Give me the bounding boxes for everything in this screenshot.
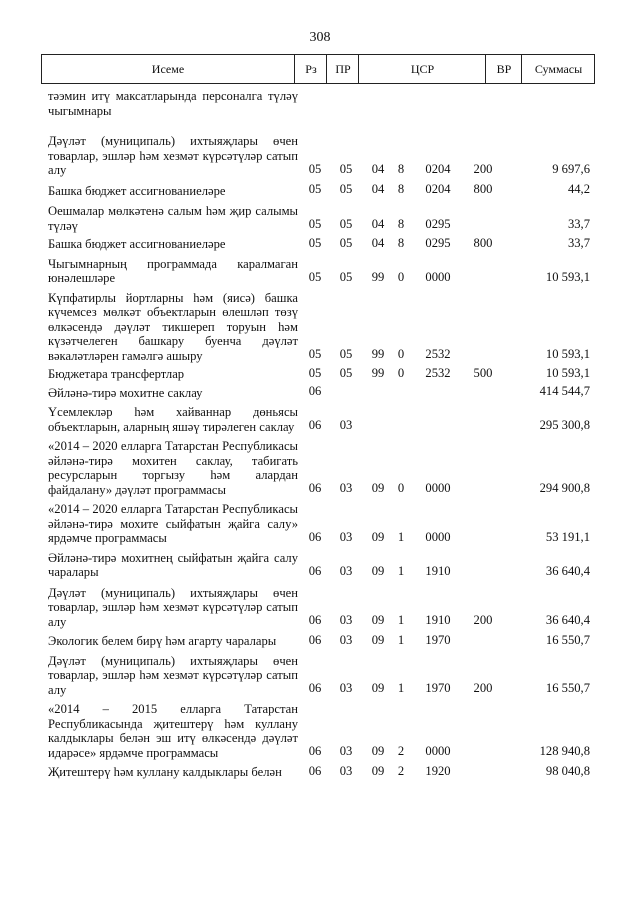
pr-cell: 03 bbox=[339, 613, 353, 627]
sum-cell: 16 550,7 bbox=[545, 681, 590, 695]
csr-section-cell: 04 bbox=[371, 182, 385, 196]
csr-code-cell: 1970 bbox=[425, 681, 451, 695]
row-name: Экологик белем бирү һәм агарту чаралары bbox=[48, 634, 277, 648]
sum-cell: 53 191,1 bbox=[545, 529, 590, 544]
row-name: Үсемлекләр һәм хайваннар дөньясы объектларын, аларның яшәү тирәлеген саклау bbox=[48, 405, 298, 434]
csr-sub-cell: 1 bbox=[397, 613, 405, 627]
csr-code-cell: 1920 bbox=[425, 763, 451, 778]
row-name: Әйләнә-тирә мохитне саклау bbox=[48, 385, 203, 400]
csr-code-cell: 0000 bbox=[425, 529, 451, 544]
table-row bbox=[48, 204, 598, 233]
sum-cell: 9 697,6 bbox=[552, 161, 590, 176]
pr-cell: 03 bbox=[339, 418, 353, 432]
rz-cell: 06 bbox=[308, 481, 322, 495]
header-vr: ВР bbox=[485, 55, 522, 83]
csr-code-cell: 2532 bbox=[425, 365, 451, 380]
csr-code-cell: 0000 bbox=[425, 481, 451, 495]
row-name: Оешмалар мөлкәтенә салым һәм җир салымы түләү bbox=[48, 204, 298, 233]
row-name: Башка бюджет ассигнованиеләре bbox=[48, 183, 226, 198]
row-name: Күпфатирлы йортларны һәм (яисә) башка күчемсез мөлкәт объектларын өлешләп төзү өлкәсендә дәүләт тикшереп торуын һәм күзәтчелеген башкару буенча дәүләт вәкаләтләрен гамәлгә ашыру bbox=[48, 290, 298, 363]
csr-code-cell: 0000 bbox=[425, 269, 451, 284]
row-name: Чыгымнарның программада каралмаган юнәлешләре bbox=[48, 256, 298, 285]
table-body bbox=[48, 84, 598, 780]
sum-cell: 10 593,1 bbox=[545, 347, 590, 361]
table-row bbox=[48, 291, 598, 364]
csr-section-cell: 99 bbox=[371, 365, 385, 380]
table-header bbox=[41, 54, 595, 84]
row-name: Дәүләт (муниципаль) ихтыяҗлары өчен товарлар, эшләр һәм хезмәт күрсәтүләр сатып алу bbox=[48, 585, 298, 629]
pr-cell: 03 bbox=[339, 632, 353, 647]
row-name: тәэмин итү максатларында персоналга түләү чыгымнары bbox=[48, 89, 298, 118]
csr-code-cell: 1970 bbox=[425, 632, 451, 647]
pr-cell: 03 bbox=[339, 529, 353, 544]
rz-cell: 05 bbox=[308, 235, 322, 250]
pr-cell: 05 bbox=[339, 365, 353, 380]
rz-cell: 06 bbox=[308, 681, 322, 695]
table-row bbox=[48, 654, 598, 698]
pr-cell: 05 bbox=[339, 182, 353, 196]
rz-cell: 06 bbox=[308, 763, 322, 778]
pr-cell: 03 bbox=[339, 763, 353, 778]
csr-sub-cell: 0 bbox=[397, 269, 405, 284]
vr-cell: 200 bbox=[473, 681, 493, 695]
csr-section-cell: 04 bbox=[371, 161, 385, 176]
row-name: «2014 – 2020 елларга Татарстан Республикасы әйләнә-тирә мохите сыйфатын җайга салу» ярдәмче программасы bbox=[48, 502, 298, 545]
pr-cell: 05 bbox=[339, 269, 353, 284]
rz-cell: 05 bbox=[308, 347, 322, 361]
vr-cell: 200 bbox=[473, 613, 493, 627]
sum-cell: 10 593,1 bbox=[545, 365, 590, 380]
table-row bbox=[48, 702, 598, 760]
csr-sub-cell: 1 bbox=[397, 563, 405, 578]
sum-cell: 36 640,4 bbox=[545, 563, 590, 578]
vr-cell: 800 bbox=[473, 235, 493, 250]
rz-cell: 06 bbox=[308, 613, 322, 627]
header-sum: Суммасы bbox=[521, 55, 595, 83]
csr-sub-cell: 0 bbox=[397, 347, 405, 361]
sum-cell: 36 640,4 bbox=[545, 613, 590, 627]
csr-section-cell: 09 bbox=[371, 681, 385, 695]
table-row bbox=[48, 765, 598, 780]
csr-code-cell: 0295 bbox=[425, 217, 451, 231]
csr-sub-cell: 1 bbox=[397, 632, 405, 647]
pr-cell: 03 bbox=[339, 744, 353, 758]
table-row bbox=[48, 502, 598, 546]
header-csr: ЦСР bbox=[358, 55, 486, 83]
csr-section-cell: 09 bbox=[371, 563, 385, 578]
table-row bbox=[48, 634, 598, 649]
csr-section-cell: 09 bbox=[371, 763, 385, 778]
csr-code-cell: 1910 bbox=[425, 563, 451, 578]
rz-cell: 05 bbox=[308, 365, 322, 380]
vr-cell: 200 bbox=[473, 161, 493, 176]
csr-section-cell: 09 bbox=[371, 529, 385, 544]
page-number: 308 bbox=[309, 30, 331, 45]
csr-sub-cell: 1 bbox=[397, 681, 405, 695]
row-name: Дәүләт (муниципаль) ихтыяҗлары өчен товарлар, эшләр һәм хезмәт күрсәтүләр сатып алу bbox=[48, 653, 298, 697]
csr-section-cell: 09 bbox=[371, 632, 385, 647]
csr-code-cell: 1910 bbox=[425, 613, 451, 627]
rz-cell: 06 bbox=[308, 563, 322, 578]
rz-cell: 05 bbox=[308, 217, 322, 231]
csr-sub-cell: 0 bbox=[397, 365, 405, 380]
rz-cell: 05 bbox=[308, 182, 322, 196]
csr-code-cell: 0000 bbox=[425, 744, 451, 758]
rz-cell: 05 bbox=[308, 161, 322, 176]
csr-sub-cell: 8 bbox=[397, 217, 405, 231]
sum-cell: 294 900,8 bbox=[539, 481, 590, 495]
sum-cell: 33,7 bbox=[567, 217, 590, 231]
row-name: «2014 – 2015 елларга Татарстан Республикасында җитештерү һәм куллану калдыклары белән эш итү өлкәсендә дәүләт идарәсе» ярдәмче программасы bbox=[48, 702, 298, 760]
table-row bbox=[48, 386, 598, 401]
csr-section-cell: 04 bbox=[371, 217, 385, 231]
pr-cell: 03 bbox=[339, 481, 353, 495]
table-row bbox=[48, 184, 598, 199]
vr-cell: 800 bbox=[473, 182, 493, 196]
vr-cell: 500 bbox=[473, 365, 493, 380]
row-name: «2014 – 2020 елларга Татарстан Республикасы әйләнә-тирә мохитен саклау, табигать ресурсларын торгызу һәм алардан файдалану» дәүләт программасы bbox=[48, 439, 298, 497]
csr-code-cell: 2532 bbox=[425, 347, 451, 361]
rz-cell: 06 bbox=[308, 529, 322, 544]
csr-section-cell: 09 bbox=[371, 481, 385, 495]
row-name: Әйләнә-тирә мохитнең сыйфатын җайга салу чаралары bbox=[48, 550, 298, 579]
csr-sub-cell: 8 bbox=[397, 182, 405, 196]
csr-section-cell: 04 bbox=[371, 235, 385, 250]
pr-cell: 03 bbox=[339, 563, 353, 578]
pr-cell: 05 bbox=[339, 347, 353, 361]
table-row bbox=[48, 134, 598, 178]
sum-cell: 128 940,8 bbox=[539, 744, 590, 758]
header-rz: Рз bbox=[294, 55, 327, 83]
table-row bbox=[48, 89, 598, 118]
pr-cell: 03 bbox=[339, 681, 353, 695]
csr-section-cell: 09 bbox=[371, 744, 385, 758]
rz-cell: 06 bbox=[308, 632, 322, 647]
csr-sub-cell: 1 bbox=[397, 529, 405, 544]
csr-sub-cell: 2 bbox=[397, 763, 405, 778]
header-pr: ПР bbox=[326, 55, 359, 83]
csr-code-cell: 0204 bbox=[425, 182, 451, 196]
sum-cell: 33,7 bbox=[567, 235, 590, 250]
rz-cell: 06 bbox=[308, 418, 322, 432]
rz-cell: 06 bbox=[308, 744, 322, 758]
pr-cell: 05 bbox=[339, 235, 353, 250]
table-row bbox=[48, 586, 598, 630]
pr-cell: 05 bbox=[339, 161, 353, 176]
csr-sub-cell: 0 bbox=[397, 481, 405, 495]
sum-cell: 44,2 bbox=[567, 182, 590, 196]
table-row bbox=[48, 551, 598, 580]
csr-code-cell: 0204 bbox=[425, 161, 451, 176]
sum-cell: 414 544,7 bbox=[539, 384, 590, 398]
sum-cell: 10 593,1 bbox=[545, 269, 590, 284]
table-row bbox=[48, 439, 598, 497]
row-name: Башка бюджет ассигнованиеләре bbox=[48, 237, 226, 251]
sum-cell: 98 040,8 bbox=[545, 763, 590, 778]
header-name: Исеме bbox=[151, 62, 185, 76]
table-row bbox=[48, 367, 598, 382]
table-row bbox=[48, 237, 598, 252]
csr-sub-cell: 8 bbox=[397, 161, 405, 176]
table-row bbox=[48, 405, 598, 434]
csr-sub-cell: 8 bbox=[397, 235, 405, 250]
rz-cell: 05 bbox=[308, 269, 322, 284]
pr-cell: 05 bbox=[339, 217, 353, 231]
sum-cell: 16 550,7 bbox=[545, 632, 590, 647]
rz-cell: 06 bbox=[308, 384, 322, 398]
csr-section-cell: 99 bbox=[371, 347, 385, 361]
sum-cell: 295 300,8 bbox=[539, 418, 590, 432]
table-row bbox=[48, 257, 598, 286]
csr-section-cell: 99 bbox=[371, 269, 385, 284]
row-name: Дәүләт (муниципаль) ихтыяҗлары өчен товарлар, эшләр һәм хезмәт күрсәтүләр сатып алу bbox=[48, 134, 298, 177]
row-name: Бюджетара трансфертлар bbox=[48, 367, 185, 381]
row-name: Җитештерү һәм куллану калдыклары белән bbox=[48, 765, 282, 779]
csr-code-cell: 0295 bbox=[425, 235, 451, 250]
csr-sub-cell: 2 bbox=[397, 744, 405, 758]
csr-section-cell: 09 bbox=[371, 613, 385, 627]
